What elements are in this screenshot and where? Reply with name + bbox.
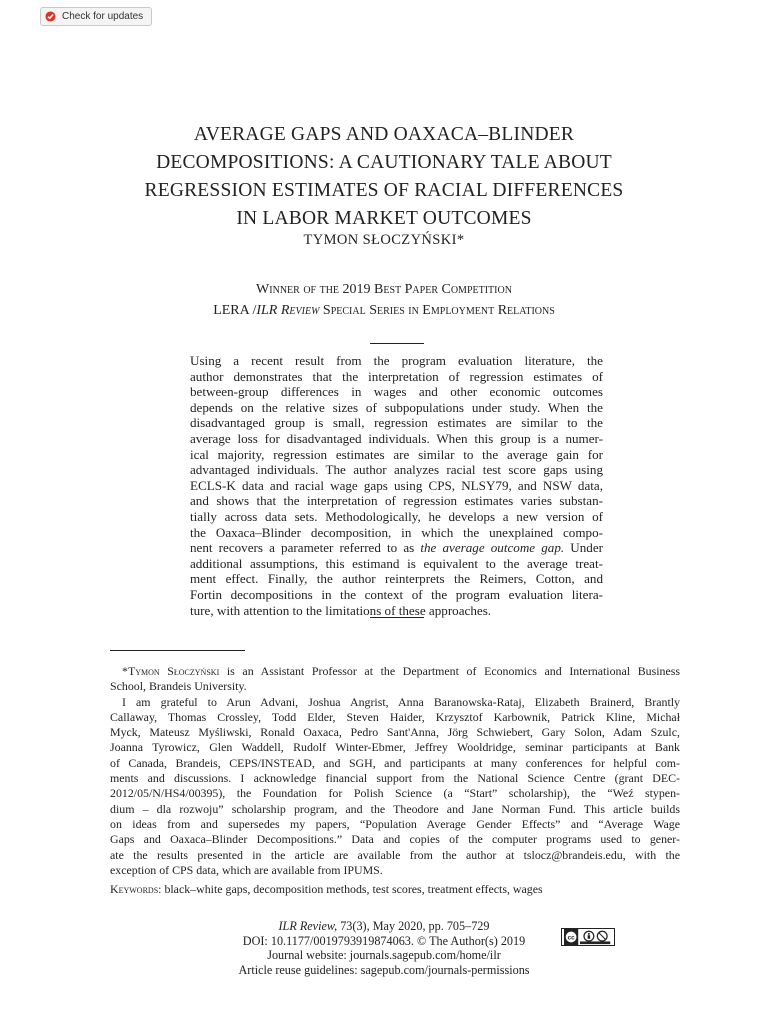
footnote-line: exception of CPS data, which are available from IPUMS.: [110, 862, 383, 877]
abstract-line: ment effect. Finally, the author reinterprets the Reimers, Cotton, and: [190, 571, 603, 587]
abstract-line: additional assumptions, this estimand is equivalent to the average treat-: [190, 555, 603, 571]
reuse-guidelines: Article reuse guidelines: sagepub.com/journals-permissions: [238, 962, 530, 977]
footnote-text: is an Assistant Professor at the Department of Economics and International Business: [226, 664, 680, 678]
check-for-updates-label: Check for updates: [62, 11, 144, 22]
author-footnote: [110, 664, 680, 878]
footnote-line: I am grateful to Arun Advani, Joshua Angrist, Anna Baranowska-Rataj, Elizabeth Brainerd, Brantly: [122, 694, 680, 709]
footnote-line: Myck, Mateusz Myśliwski, Ronald Oaxaca, Pedro Sant'Anna, Jörg Schwiebert, Gary Solon, Adam Szulc,: [110, 725, 680, 740]
abstract-line: average loss for disadvantaged individuals. When this group is a numer-: [190, 430, 603, 446]
journal-issue: 73(3), May 2020, pp. 705–729: [340, 919, 490, 933]
keywords-label: Keywords:: [110, 882, 162, 896]
footnote-line: Gaps and Oaxaca–Blinder Decompositions.” Data and copies of the computer programs used to gener-: [110, 832, 680, 847]
abstract-line: and shows that the interpretation of regression estimates varies substan-: [190, 493, 603, 509]
abstract-line: ical majority, regression estimates are similar to the average gain for: [190, 446, 603, 462]
journal-name: ILR Review,: [278, 919, 338, 933]
abstract-line: [190, 540, 603, 556]
citation-journal-line: [0, 919, 768, 934]
check-for-updates-button[interactable]: [40, 7, 152, 26]
award-series-line: [0, 300, 768, 321]
award-note: [0, 279, 768, 321]
abstract-line: between-group differences in wages and other economic outcomes: [190, 384, 603, 400]
footnote-line: dium – dla rozwoju” scholarship program, and the Theodore and Jane Norman Fund. This article builds: [110, 801, 680, 816]
keywords: [110, 882, 543, 897]
paper-title: [100, 121, 668, 233]
abstract-line: Fortin decompositions in the context of the program evaluation litera-: [190, 586, 603, 602]
series-prefix: LERA /: [213, 303, 257, 318]
series-suffix: Special Series in Employment Relations: [322, 303, 555, 318]
citation-block: [0, 919, 768, 977]
title-line: DECOMPOSITIONS: A CAUTIONARY TALE ABOUT: [156, 152, 612, 173]
abstract-line: disadvantaged group is small, regression estimates are similar to the: [190, 415, 603, 431]
footnote-line: Joanna Tyrowicz, Glen Waddell, Rudolf Winter-Ebmer, Jeffrey Wooldridge, seminar participants at Bank: [110, 740, 680, 755]
citation-doi: DOI: 10.1177/0019793919874063. © The Author(s) 2019: [242, 933, 526, 948]
footnote-line: of Canada, Brandeis, CEPS/INSTEAD, and SGH, and participants at many conferences for helpful com-: [110, 755, 680, 770]
abstract-line: Using a recent result from the program evaluation literature, the: [190, 353, 603, 368]
abstract-line: depends on the relative sizes of subpopulations under study. When the: [190, 399, 603, 415]
creative-commons-icon: [561, 928, 615, 946]
series-journal: ILR Review: [256, 303, 320, 318]
footnote-line: ments and discussions. I acknowledge financial support from the National Science Centre (grant DEC-: [110, 771, 680, 786]
footnote-line: 2012/05/N/HS4/00395), the Foundation for Polish Science (a “Start” scholarship), the “Weź stypen-: [110, 786, 680, 801]
footnote-line: on ideas from and supersedes my papers, “Population Average Gender Effects” and “Average Wage: [110, 816, 680, 831]
footnote-separator: [110, 650, 245, 651]
title-line: AVERAGE GAPS AND OAXACA–BLINDER: [193, 124, 575, 145]
title-line: IN LABOR MARKET OUTCOMES: [236, 208, 532, 229]
keywords-text: black–white gaps, decomposition methods, test scores, treatment effects, wages: [164, 882, 543, 896]
svg-text:cc: cc: [567, 934, 575, 942]
footnote-author: *Tymon Słoczyński: [122, 664, 220, 678]
abstract-line: ture, with attention to the limitations of these approaches.: [190, 602, 492, 618]
abstract-italic-term: the average outcome gap.: [420, 540, 565, 556]
author-name: TYMON SŁOCZYŃSKI*: [303, 232, 465, 248]
abstract-line: tially across data sets. Methodologically, he develops a new version of: [190, 508, 603, 524]
footnote-line: [110, 664, 680, 679]
abstract-bottom-rule: [370, 617, 424, 618]
abstract-line: author demonstrates that the interpretation of regression estimates of: [190, 368, 603, 384]
abstract-line: advantaged individuals. The author analyzes racial test score gaps using: [190, 462, 603, 478]
abstract: [190, 353, 603, 618]
abstract-line: the Oaxaca–Blinder decomposition, in which the unexplained compo-: [190, 524, 603, 540]
footnote-line: School, Brandeis University.: [110, 679, 247, 694]
journal-website: Journal website: journals.sagepub.com/home/ilr: [267, 948, 501, 963]
footnote-line: ate the results presented in the article are available from the author at tslocz@brandeis.edu, with the: [110, 847, 680, 862]
abstract-text: Under: [570, 540, 603, 556]
crossmark-icon: [45, 11, 56, 22]
award-line: Winner of the 2019 Best Paper Competition: [256, 282, 512, 297]
abstract-text: nent recovers a parameter referred to as: [190, 540, 415, 556]
abstract-line: ECLS-K data and racial wage gaps using CPS, NLSY79, and NSW data,: [190, 477, 603, 493]
footnote-line: Callaway, Thomas Crossley, Todd Elder, Steven Haider, Krzysztof Karbownik, Patrick Kline, Michał: [110, 709, 680, 724]
title-line: REGRESSION ESTIMATES OF RACIAL DIFFERENCES: [144, 180, 624, 201]
abstract-top-rule: [370, 343, 424, 344]
